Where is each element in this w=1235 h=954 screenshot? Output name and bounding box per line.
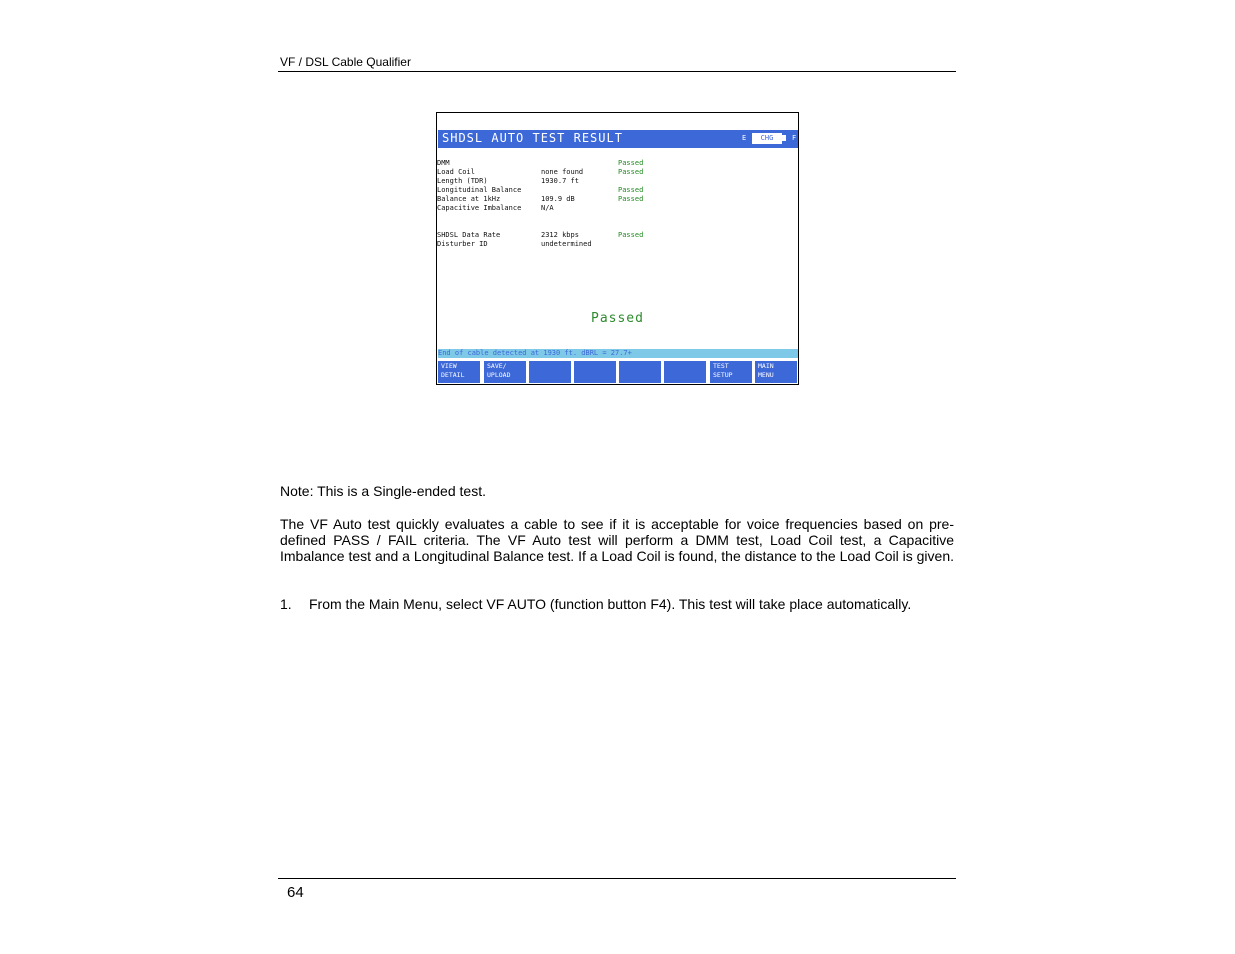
result-label: Capacitive Imbalance: [437, 204, 522, 212]
result-status: Passed: [618, 231, 644, 239]
result-value: 2312 kbps: [541, 231, 579, 239]
result-status: Passed: [618, 159, 644, 167]
result-row-length: [437, 177, 798, 186]
f2-save-upload-button[interactable]: [484, 361, 526, 383]
battery-charge-icon: CHG: [752, 133, 782, 144]
description-paragraph: The VF Auto test quickly evaluates a cable to see if it is acceptable for voice frequencies based on pre-defined PASS / FAIL criteria. The VF Auto test will perform a DMM test, Load Coil test, a Capacitive Imbalance test and a Longitudinal Balance test. If a Load Coil is found, the distance to the Load Coil is given.: [280, 516, 954, 564]
f3-button[interactable]: [529, 361, 571, 383]
result-label: Disturber ID: [437, 240, 488, 248]
result-label: SHDSL Data Rate: [437, 231, 501, 239]
result-label: Load Coil: [437, 168, 475, 176]
result-value: 109.9 dB: [541, 195, 575, 203]
result-status: Passed: [618, 186, 644, 194]
f4-button[interactable]: [574, 361, 616, 383]
result-row-capacitive-imbalance: [437, 204, 798, 213]
result-label: DMM: [437, 159, 450, 167]
fkey-label-line2: UPLOAD: [487, 371, 511, 379]
step-text: From the Main Menu, select VF AUTO (function button F4). This test will take place automatically.: [309, 596, 912, 612]
fkey-label-line2: DETAIL: [441, 371, 465, 379]
device-screenshot: [436, 112, 799, 385]
result-row-load-coil: [437, 168, 798, 177]
battery-tip-icon: [782, 135, 786, 141]
fkey-label-line1: SAVE/: [487, 362, 507, 370]
fkey-label-line2: SETUP: [713, 371, 733, 379]
footer-divider: [278, 878, 956, 879]
note-text: Note: This is a Single-ended test.: [280, 483, 486, 499]
fkey-label-line1: TEST: [713, 362, 729, 370]
document-header-title: VF / DSL Cable Qualifier: [280, 55, 411, 69]
result-status: Passed: [618, 168, 644, 176]
result-status: Passed: [618, 195, 644, 203]
screen-title-bar: [438, 130, 798, 148]
overall-result: Passed: [591, 311, 644, 326]
f5-button[interactable]: [619, 361, 661, 383]
page-number: 64: [287, 884, 304, 901]
fkey-label-line1: MAIN: [758, 362, 774, 370]
battery-empty-indicator: E: [742, 134, 747, 142]
fkey-label-line1: VIEW: [441, 362, 457, 370]
result-label: Longitudinal Balance: [437, 186, 522, 194]
fkey-label-line2: MENU: [758, 371, 774, 379]
result-row-disturber-id: [437, 240, 798, 249]
f6-button[interactable]: [664, 361, 706, 383]
result-value: N/A: [541, 204, 554, 212]
result-row-balance-1khz: [437, 195, 798, 204]
result-row-dmm: [437, 159, 798, 168]
f1-view-detail-button[interactable]: [438, 361, 480, 383]
result-row-longitudinal-balance: [437, 186, 798, 195]
header-divider: [278, 71, 956, 72]
result-label: Balance at 1kHz: [437, 195, 501, 203]
step-number: 1.: [280, 596, 292, 612]
f8-main-menu-button[interactable]: [755, 361, 797, 383]
status-message-bar: End of cable detected at 1930 ft. dBRL = 27.7+: [438, 349, 798, 358]
f7-test-setup-button[interactable]: [710, 361, 752, 383]
screen-title: SHDSL AUTO TEST RESULT: [442, 131, 623, 145]
result-value: none found: [541, 168, 584, 176]
result-label: Length (TDR): [437, 177, 488, 185]
result-value: 1930.7 ft: [541, 177, 579, 185]
battery-full-indicator: F: [792, 134, 797, 142]
result-value: undetermined: [541, 240, 592, 248]
result-row-data-rate: [437, 231, 798, 240]
